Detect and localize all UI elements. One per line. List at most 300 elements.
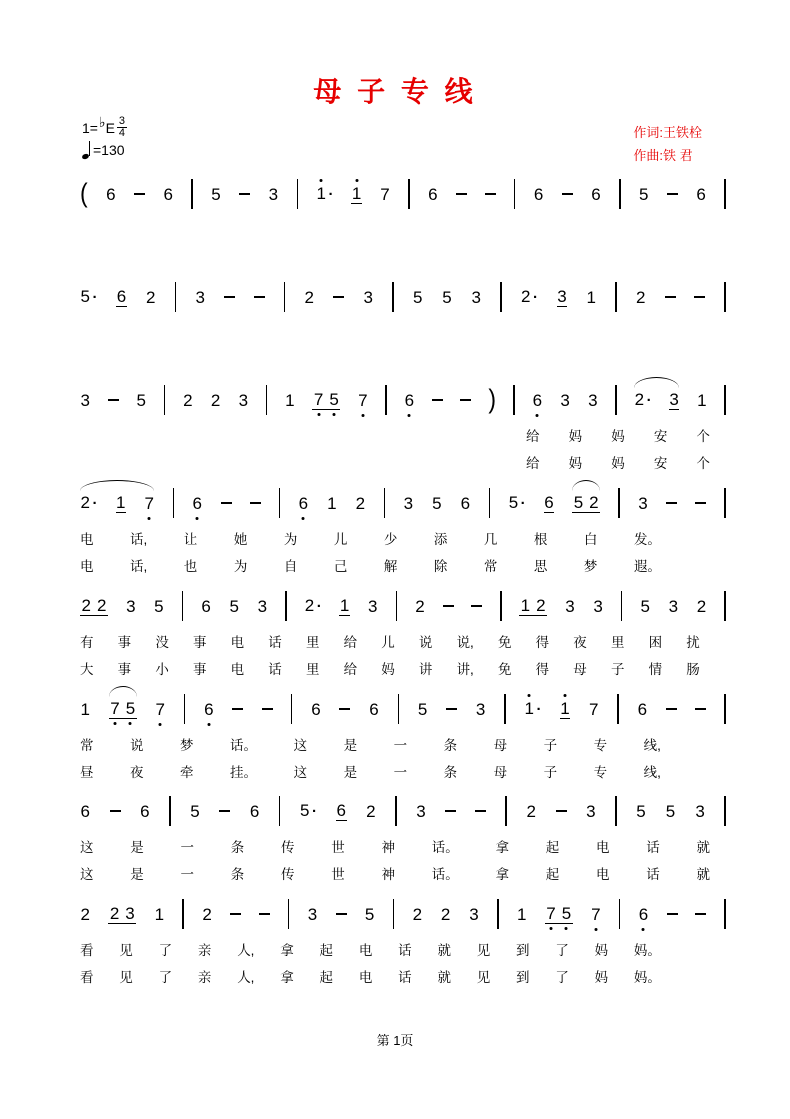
note-token (475, 700, 485, 719)
note-digit: 2 (81, 596, 91, 615)
augmentation-dot: · (532, 289, 538, 306)
music-line (80, 384, 726, 416)
note-digit: 3 (557, 287, 567, 306)
note-digit: 1 (80, 699, 90, 719)
note-token (183, 391, 193, 410)
lyrics-row (80, 763, 661, 783)
note (665, 802, 675, 821)
lyrics-row (80, 633, 700, 653)
barline (184, 694, 186, 724)
note-digit: 5 (80, 287, 90, 306)
lyric-syllable: 话, (130, 532, 148, 547)
note-digit: 5 (573, 493, 584, 512)
note-digit: 3 (403, 493, 414, 513)
tempo-value: =130 (93, 142, 125, 158)
note-digit: 7 (144, 494, 154, 513)
note (80, 905, 90, 924)
duration-dash (221, 502, 232, 504)
note-token (80, 905, 90, 924)
note-token (154, 597, 164, 616)
note (415, 597, 425, 616)
lyric-syllable: 事 (117, 635, 132, 650)
note-digit: 2 (366, 801, 376, 821)
note-token (238, 391, 248, 410)
note (669, 390, 679, 410)
note (106, 185, 116, 204)
lyrics-row (80, 941, 661, 961)
lyric-syllable: 条 (443, 738, 458, 753)
lyric-syllable: 妈 (594, 943, 609, 958)
duration-dash (239, 193, 250, 195)
lyrics-row (80, 660, 700, 680)
note (403, 494, 413, 513)
lyric-syllable: 没 (155, 635, 169, 650)
lyric-syllable: 里 (610, 635, 625, 650)
key-letter: E (105, 120, 115, 136)
lyric-syllable: 大 (80, 662, 94, 677)
music-line (80, 590, 726, 622)
note-token (327, 494, 337, 513)
lyric-syllable: 说 (418, 635, 433, 650)
note-token (696, 597, 706, 616)
note-digit: 2 (210, 390, 221, 410)
lyric-syllable: 母 (573, 662, 587, 677)
lyric-syllable: 子 (543, 738, 558, 753)
lyric-syllable: 免 (497, 635, 512, 650)
note (586, 802, 596, 821)
note-digit: 2 (109, 904, 120, 923)
barline (618, 488, 620, 518)
note (536, 596, 546, 615)
note-token (106, 185, 116, 204)
octave-dot-low-icon (207, 723, 210, 726)
lyric-syllable: 拿 (280, 970, 294, 985)
duration-dash (262, 708, 273, 710)
lyric-syllable: 亲 (197, 970, 212, 985)
note-token (192, 494, 202, 513)
lyric-syllable: 扰 (686, 635, 700, 650)
note-token (210, 391, 220, 410)
lyric-syllable: 添 (433, 532, 448, 547)
duration-dash (232, 708, 243, 710)
note (154, 905, 164, 924)
barline (724, 899, 726, 929)
note-digit: 3 (416, 801, 426, 821)
lyric-syllable: 妈 (568, 456, 583, 471)
lyric-syllable: 见 (476, 970, 491, 985)
note-token (80, 802, 90, 821)
note-token (415, 597, 425, 616)
note-digit: 5 (561, 904, 571, 923)
lyric-syllable: 看 (80, 943, 94, 958)
note (533, 185, 543, 204)
note-token (300, 801, 317, 821)
note (145, 288, 155, 307)
note-digit: 1 (327, 493, 337, 513)
note-token (229, 597, 239, 616)
note (80, 391, 90, 410)
note-digit: 6 (637, 699, 648, 719)
duration-dash (475, 810, 486, 812)
note (192, 494, 202, 513)
note (366, 802, 376, 821)
lyric-syllable: 这 (80, 840, 94, 855)
note-digit: 3 (307, 904, 318, 924)
lyric-syllable: 常 (483, 559, 498, 574)
lyric-syllable: 世 (331, 867, 345, 882)
lyric-syllable: 妈 (611, 456, 625, 471)
note-digit: 6 (249, 801, 260, 821)
note-token (80, 493, 97, 513)
note (442, 288, 452, 307)
barline (191, 179, 193, 209)
note-token (154, 905, 164, 924)
note-token (565, 597, 575, 616)
note-digit: 5 (154, 596, 164, 616)
note (307, 905, 317, 924)
note-digit: 2 (526, 801, 536, 821)
barline (385, 385, 387, 415)
note (183, 391, 193, 410)
lyric-syllable: 神 (381, 867, 395, 882)
note-digit: 1 (697, 390, 707, 410)
note-token (351, 184, 361, 204)
lyric-syllable: 梦 (583, 559, 598, 574)
octave-dot-low-icon (550, 927, 553, 930)
note (367, 597, 377, 616)
note (211, 185, 221, 204)
lyric-syllable: 电 (230, 635, 245, 650)
note-token (639, 185, 649, 204)
lyric-syllable: 子 (543, 765, 558, 780)
note (210, 391, 220, 410)
lyric-syllable: 了 (555, 970, 569, 985)
barline (619, 179, 621, 209)
slur-arc (80, 480, 154, 491)
note-digit: 6 (404, 391, 414, 410)
lyric-syllable: 就 (696, 840, 710, 855)
note (591, 905, 601, 924)
note-digit: 1 (339, 596, 350, 615)
duration-dash (446, 708, 457, 710)
beamed-note-group (545, 904, 573, 924)
lyric-syllable: 夜 (573, 635, 587, 650)
note-token (369, 700, 379, 719)
note-digit: 6 (336, 801, 347, 820)
note (116, 287, 126, 307)
note-token (640, 597, 650, 616)
note-digit: 5 (190, 801, 200, 821)
note-digit: 1 (516, 904, 527, 924)
note-token (163, 185, 173, 204)
flat-sign-icon: ♭ (98, 114, 106, 130)
beamed-note-group (312, 390, 340, 410)
barline (500, 591, 502, 621)
note (638, 905, 648, 924)
lyric-syllable: 给 (343, 635, 358, 650)
note (526, 802, 536, 821)
note-token (380, 185, 390, 204)
lyric-syllable: 条 (443, 765, 458, 780)
lyric-syllable: 她 (233, 532, 248, 547)
note-digit: 3 (367, 596, 378, 616)
note (440, 905, 450, 924)
note-digit: 6 (544, 493, 554, 512)
note-token (339, 596, 349, 616)
note-token (268, 185, 278, 204)
note-digit: 6 (533, 184, 544, 204)
note-digit: 2 (96, 596, 107, 615)
lyric-syllable: 就 (696, 867, 710, 882)
note (140, 802, 150, 821)
note (351, 184, 361, 204)
beamed-note-group (519, 596, 547, 616)
lyric-syllable: 妈 (594, 970, 609, 985)
note-digit: 5 (442, 287, 452, 307)
note (695, 802, 705, 821)
note-token (358, 391, 368, 410)
note (268, 185, 278, 204)
lyric-syllable: 为 (283, 532, 298, 547)
note-digit: 6 (204, 700, 214, 719)
note-digit: 3 (471, 287, 481, 307)
lyric-syllable: 少 (383, 532, 398, 547)
lyric-syllable: 见 (119, 970, 133, 985)
note (363, 288, 373, 307)
barline (396, 591, 398, 621)
lyric-syllable: 事 (192, 635, 207, 650)
note-digit: 3 (638, 493, 648, 513)
lyric-syllable: 是 (343, 765, 358, 780)
note (136, 391, 146, 410)
note-digit: 7 (380, 184, 390, 204)
octave-dot-low-icon (408, 414, 411, 417)
lyric-syllable: 说 (130, 738, 144, 753)
lyric-syllable: 困 (648, 635, 663, 650)
augmentation-dot: · (328, 186, 334, 203)
note (573, 493, 583, 512)
note-digit: 5 (432, 493, 442, 513)
note (697, 391, 707, 410)
lyric-syllable: 事 (117, 662, 132, 677)
barline (175, 282, 177, 312)
barline (291, 694, 293, 724)
beamed-note-group (572, 493, 600, 513)
duration-dash (443, 605, 454, 607)
barline (393, 899, 395, 929)
octave-dot-low-icon (159, 723, 162, 726)
lyric-syllable: 里 (305, 635, 320, 650)
note-digit: 3 (238, 390, 249, 410)
note-token (471, 288, 481, 307)
lyrics-row (80, 557, 661, 577)
note-digit: 5 (639, 184, 649, 204)
lyric-syllable: 话。 (431, 867, 459, 882)
lyric-syllable: 话, (130, 559, 148, 574)
note (589, 493, 599, 512)
note-token (367, 597, 377, 616)
lyrics-row (80, 530, 661, 550)
note-digit: 3 (565, 596, 575, 616)
note-token (526, 802, 536, 821)
note-digit: 1 (586, 287, 596, 307)
augmentation-dot: · (92, 495, 98, 512)
note-token (636, 802, 646, 821)
note-token (560, 699, 570, 719)
note-token (140, 802, 150, 821)
lyric-syllable: 得 (535, 662, 550, 677)
lyric-syllable: 给 (526, 456, 540, 471)
note (404, 391, 414, 410)
note-digit: 6 (80, 801, 90, 821)
lyric-syllable: 有 (80, 635, 94, 650)
note-token (516, 905, 526, 924)
note-token (417, 700, 427, 719)
barline (182, 591, 184, 621)
lyric-syllable: 常 (80, 738, 94, 753)
note (560, 391, 570, 410)
note (336, 801, 346, 821)
note-digit: 7 (155, 700, 165, 719)
music-line (80, 178, 726, 210)
note-token (316, 184, 333, 204)
note (589, 700, 599, 719)
lyric-syllable: 除 (433, 559, 448, 574)
note-digit: 2 (536, 596, 546, 615)
note-token (80, 287, 97, 307)
note-token (442, 288, 452, 307)
note (638, 494, 648, 513)
note (355, 494, 365, 513)
note (285, 391, 295, 410)
note-digit: 5 (364, 904, 375, 924)
lyric-syllable: 电 (80, 532, 94, 547)
lyric-syllable: 了 (555, 943, 569, 958)
note-digit: 3 (125, 904, 135, 923)
note (520, 596, 530, 615)
note-digit: 3 (669, 390, 679, 409)
note-token (202, 905, 212, 924)
note-token (116, 287, 126, 307)
octave-dot-low-icon (594, 928, 597, 931)
note-digit: 3 (126, 596, 136, 616)
lyric-syllable: 就 (437, 970, 451, 985)
note (80, 802, 90, 821)
note-digit: 5 (136, 390, 146, 410)
note-token (80, 391, 90, 410)
note (475, 700, 485, 719)
note (339, 596, 349, 616)
note (412, 905, 422, 924)
note (329, 390, 339, 409)
lyric-syllable: 说, (456, 635, 474, 650)
lyric-syllable: 挂。 (230, 765, 258, 780)
note (125, 904, 135, 923)
lyric-syllable: 自 (283, 559, 298, 574)
barline (724, 591, 726, 621)
note (154, 597, 164, 616)
note (668, 597, 678, 616)
lyric-syllable: 起 (319, 970, 334, 985)
note (110, 699, 120, 718)
note (546, 904, 556, 923)
note-digit: 7 (358, 391, 368, 410)
lyric-syllable: 思 (533, 559, 548, 574)
note (249, 802, 259, 821)
note-digit: 2 (145, 287, 156, 307)
lyric-syllable: 为 (233, 559, 248, 574)
lyric-syllable: 起 (545, 867, 560, 882)
note-digit: 7 (313, 390, 323, 409)
note-digit: 3 (668, 596, 679, 616)
duration-dash (667, 913, 678, 915)
lyric-syllable: 夜 (130, 765, 144, 780)
barline (615, 796, 617, 826)
note-token (638, 905, 648, 924)
lyric-syllable: 也 (183, 559, 198, 574)
lyric-syllable: 得 (535, 635, 550, 650)
note-digit: 2 (183, 390, 193, 410)
note (565, 597, 575, 616)
note-token (363, 288, 373, 307)
parenthesis: ) (488, 383, 497, 414)
augmentation-dot: · (311, 803, 317, 820)
barline (497, 899, 499, 929)
note-digit: 2 (304, 596, 315, 615)
note-token (428, 185, 438, 204)
note (460, 494, 470, 513)
note-digit: 2 (440, 904, 451, 924)
note (635, 288, 645, 307)
note-token (412, 905, 422, 924)
lyric-syllable: 几 (483, 532, 498, 547)
note (560, 699, 570, 719)
barline (615, 385, 617, 415)
barline (724, 385, 726, 415)
note (557, 287, 567, 307)
barline (288, 899, 290, 929)
note-digit: 6 (311, 699, 321, 719)
note-token (637, 700, 647, 719)
duration-dash (556, 810, 567, 812)
duration-dash (665, 296, 676, 298)
barline (489, 488, 491, 518)
note-digit: 6 (696, 184, 706, 204)
lyric-syllable: 妈 (381, 662, 395, 677)
duration-dash (445, 810, 456, 812)
note (593, 597, 603, 616)
note-digit: 6 (201, 596, 211, 616)
note-token (591, 905, 601, 924)
slur-arc (109, 686, 137, 697)
slur-arc (572, 480, 600, 491)
note (471, 288, 481, 307)
note-digit: 2 (304, 287, 314, 307)
note-token (440, 905, 450, 924)
octave-dot-low-icon (333, 413, 336, 416)
lyric-syllable: 个 (696, 429, 710, 444)
lyric-syllable: 亲 (197, 943, 212, 958)
note-token (404, 391, 414, 410)
note-token (307, 905, 317, 924)
lyrics-row (80, 736, 661, 756)
note-digit: 2 (520, 287, 531, 306)
note-digit: 3 (475, 699, 486, 719)
lyric-syllable: 拿 (495, 840, 509, 855)
duration-dash (254, 296, 265, 298)
note-digit: 3 (588, 390, 598, 410)
page-number: 第 1页 (376, 1033, 414, 1048)
